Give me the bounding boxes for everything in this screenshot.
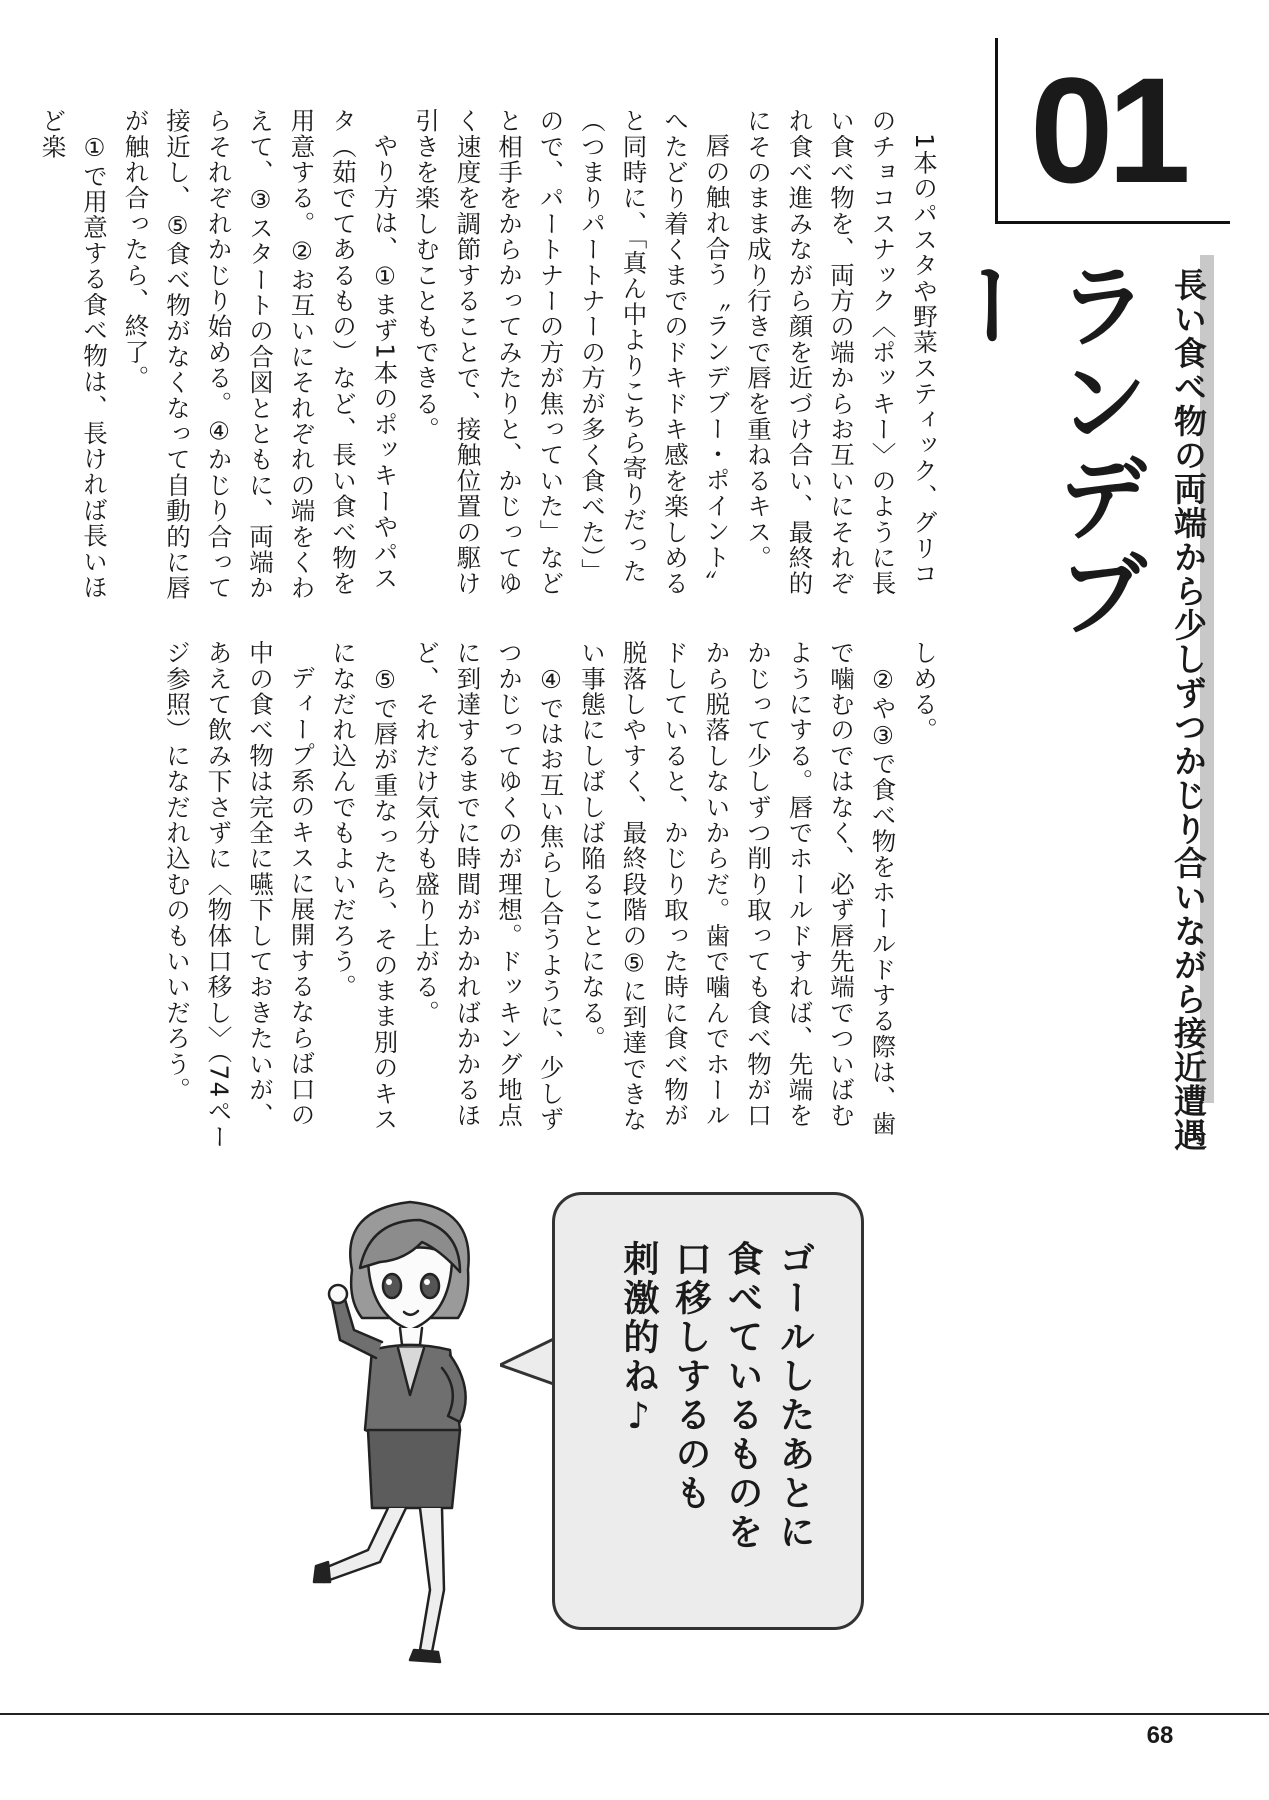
chapter-number: 01 — [1030, 46, 1185, 214]
body-paragraph: 1本のパスタや野菜スティック、グリコのチョコスナック〈ポッキー〉のように長い食べ物を、両方の端からお互いにそれぞれ食べ進みながら顔を近づけ合い、最終的にそのまま成り行きで唇を重ねるキス。 — [744, 108, 939, 597]
body-paragraph: ⑤で唇が重なったら、そのまま別のキスになだれ込んでもよいだろう。 — [329, 640, 400, 1132]
body-paragraph: ①で用意する食べ物は、長ければ長いほど楽 — [38, 108, 109, 600]
page-number: 68 — [1146, 1722, 1174, 1749]
footer-rule — [0, 1713, 1269, 1715]
speech-bubble-text — [605, 1240, 820, 1600]
body-paragraph: ④ではお互い焦らし合うように、少しずつかじってゆくのが理想。ドッキング地点に到達するまでに時間がかかればかかるほど、それだけ気分も盛り上がる。 — [412, 640, 566, 1132]
bubble-line: 刺激的ね♪ — [618, 1240, 659, 1440]
chapter-title: ランデブー — [932, 258, 1149, 642]
bubble-line: 口移しするのも — [670, 1240, 711, 1513]
body-paragraph: ②や③で食べ物をホールドする際は、歯で噛むのではなく、必ず唇先端でついばむようにする。唇でホールドすれば、先端をかじって少しずつ削り取っても食べ物が口から脱落しないからだ。歯で噛んでホールドしていると、かじり取った時に食べ物が脱落しやすく、最終段階の⑤に到達できない事態にしばしば陥ることになる。 — [578, 640, 898, 1137]
body-text-bottom — [135, 640, 945, 1152]
bubble-line: 食べているものを — [722, 1240, 763, 1552]
body-paragraph: 唇の触れ合う〝ランデブー・ポイント〟へたどり着くまでのドキドキ感を楽しめると同時に、「真ん中よりこちら寄りだった（つまりパートナーの方が多く食べた）」ので、パートナーの方が焦っていた」などと相手をからかってみたりと、かじってゆく速度を調節することで、接触位置の駆け引きを楽しむこともできる。 — [412, 108, 732, 597]
body-text-top — [38, 108, 945, 608]
character-illustration — [310, 1190, 510, 1680]
body-paragraph: やり方は、①まず1本のポッキーやパスタ（茹でてあるもの）など、長い食べ物を用意する。②お互いにそれぞれの端をくわえて、③スタートの合図とともに、両端からそれぞれかじり始める。④かじり合って接近し、⑤食べ物がなくなって自動的に唇が触れ合ったら、終了。 — [121, 108, 400, 601]
body-paragraph: ディープ系のキスに展開するならば口の中の食べ物は完全に嚥下しておきたいが、あえて飲み下さずに〈物体口移し〉（74ページ参照）になだれ込むのもいいだろう。 — [163, 640, 317, 1150]
bubble-line: ゴールしたあとに — [774, 1240, 815, 1552]
body-paragraph: しめる。 — [910, 640, 939, 743]
chapter-subtitle: 長い食べ物の両端から少しずつかじり合いながら接近遭遇 — [1169, 268, 1208, 1152]
